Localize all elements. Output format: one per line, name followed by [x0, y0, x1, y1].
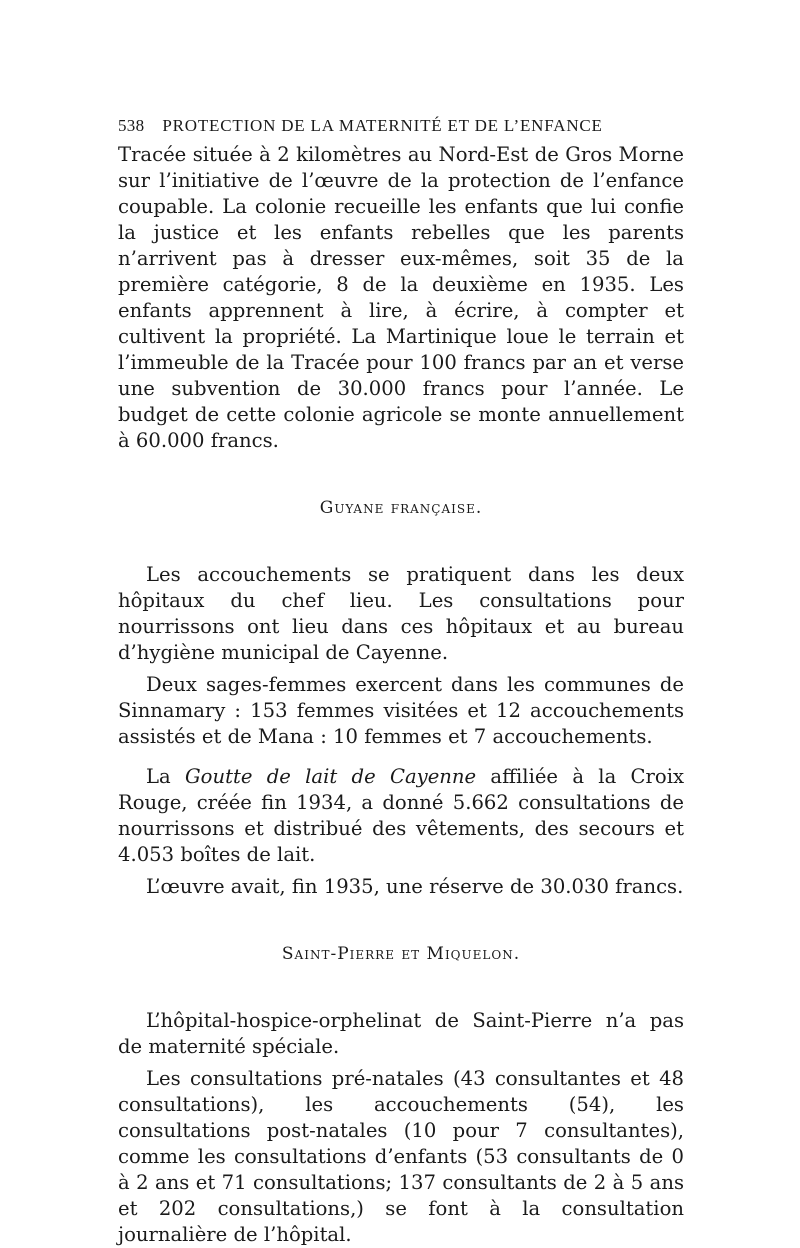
paragraph-guyane-2: Deux sages-femmes exercent dans les communes de Sinnamary : 153 femmes visitées et 12 accouchements assistés et de Mana : 10 femmes et 7 accouchements.: [118, 673, 684, 748]
paragraph-guyane-1: Les accouchements se pratiquent dans les deux hôpitaux du chef lieu. Les consultations pour nourrissons ont lieu dans ces hôpitaux et au bureau d’hygiène municipal de Cayenne.: [118, 563, 684, 664]
goutte-de-lait-title: Goutte de lait de Cayenne: [185, 765, 477, 788]
running-header: [118, 116, 684, 136]
paragraph-guyane-3-prefix: La: [146, 765, 185, 788]
page-number: 538: [118, 116, 145, 135]
paragraph-guyane-3: [118, 764, 684, 868]
paragraph-spm-1: L’hôpital-hospice-orphelinat de Saint-Pierre n’a pas de maternité spéciale.: [118, 1009, 684, 1058]
paragraph-intro: Tracée située à 2 kilomètres au Nord-Est de Gros Morne sur l’initiative de l’œuvre de la protection de l’enfance coupable. La colonie recueille les enfants que lui confie la justice et les enfants rebelles que les parents n’arrivent pas à dresser eux-mêmes, soit 35 de la première catégorie, 8 de la deuxième en 1935. Les enfants apprennent à lire, à écrire, à compter et cultivent la propriété. La Martinique loue le terrain et l’immeuble de la Tracée pour 100 francs par an et verse une subvention de 30.000 francs pour l’année. Le budget de cette colonie agricole se monte annuellement à 60.000 francs.: [118, 143, 684, 452]
paragraph-guyane-3-rest: affiliée à la Croix Rouge, créée fin 1934, a donné 5.662 consultations de nourrissons et distribué des vêtements, des secours et 4.053 boîtes de lait.: [118, 765, 685, 866]
book-page: [118, 116, 684, 1248]
section-heading-saint-pierre: Saint-Pierre et Miquelon.: [281, 944, 521, 964]
running-title: PROTECTION DE LA MATERNITÉ ET DE L’ENFANCE: [162, 116, 603, 135]
paragraph-guyane-4: L’œuvre avait, fin 1935, une réserve de 30.030 francs.: [146, 875, 684, 898]
section-heading-guyane: Guyane française.: [319, 498, 483, 518]
paragraph-spm-2: Les consultations pré-natales (43 consultantes et 48 consultations), les accouchements (54), les consultations post-natales (10 pour 7 consultantes), comme les consultations d’enfants (53 consultants de 0 à 2 ans et 71 consultations; 137 consultants de 2 à 5 ans et 202 consultations,) se font à la consultation journalière de l’hôpital.: [118, 1067, 684, 1246]
